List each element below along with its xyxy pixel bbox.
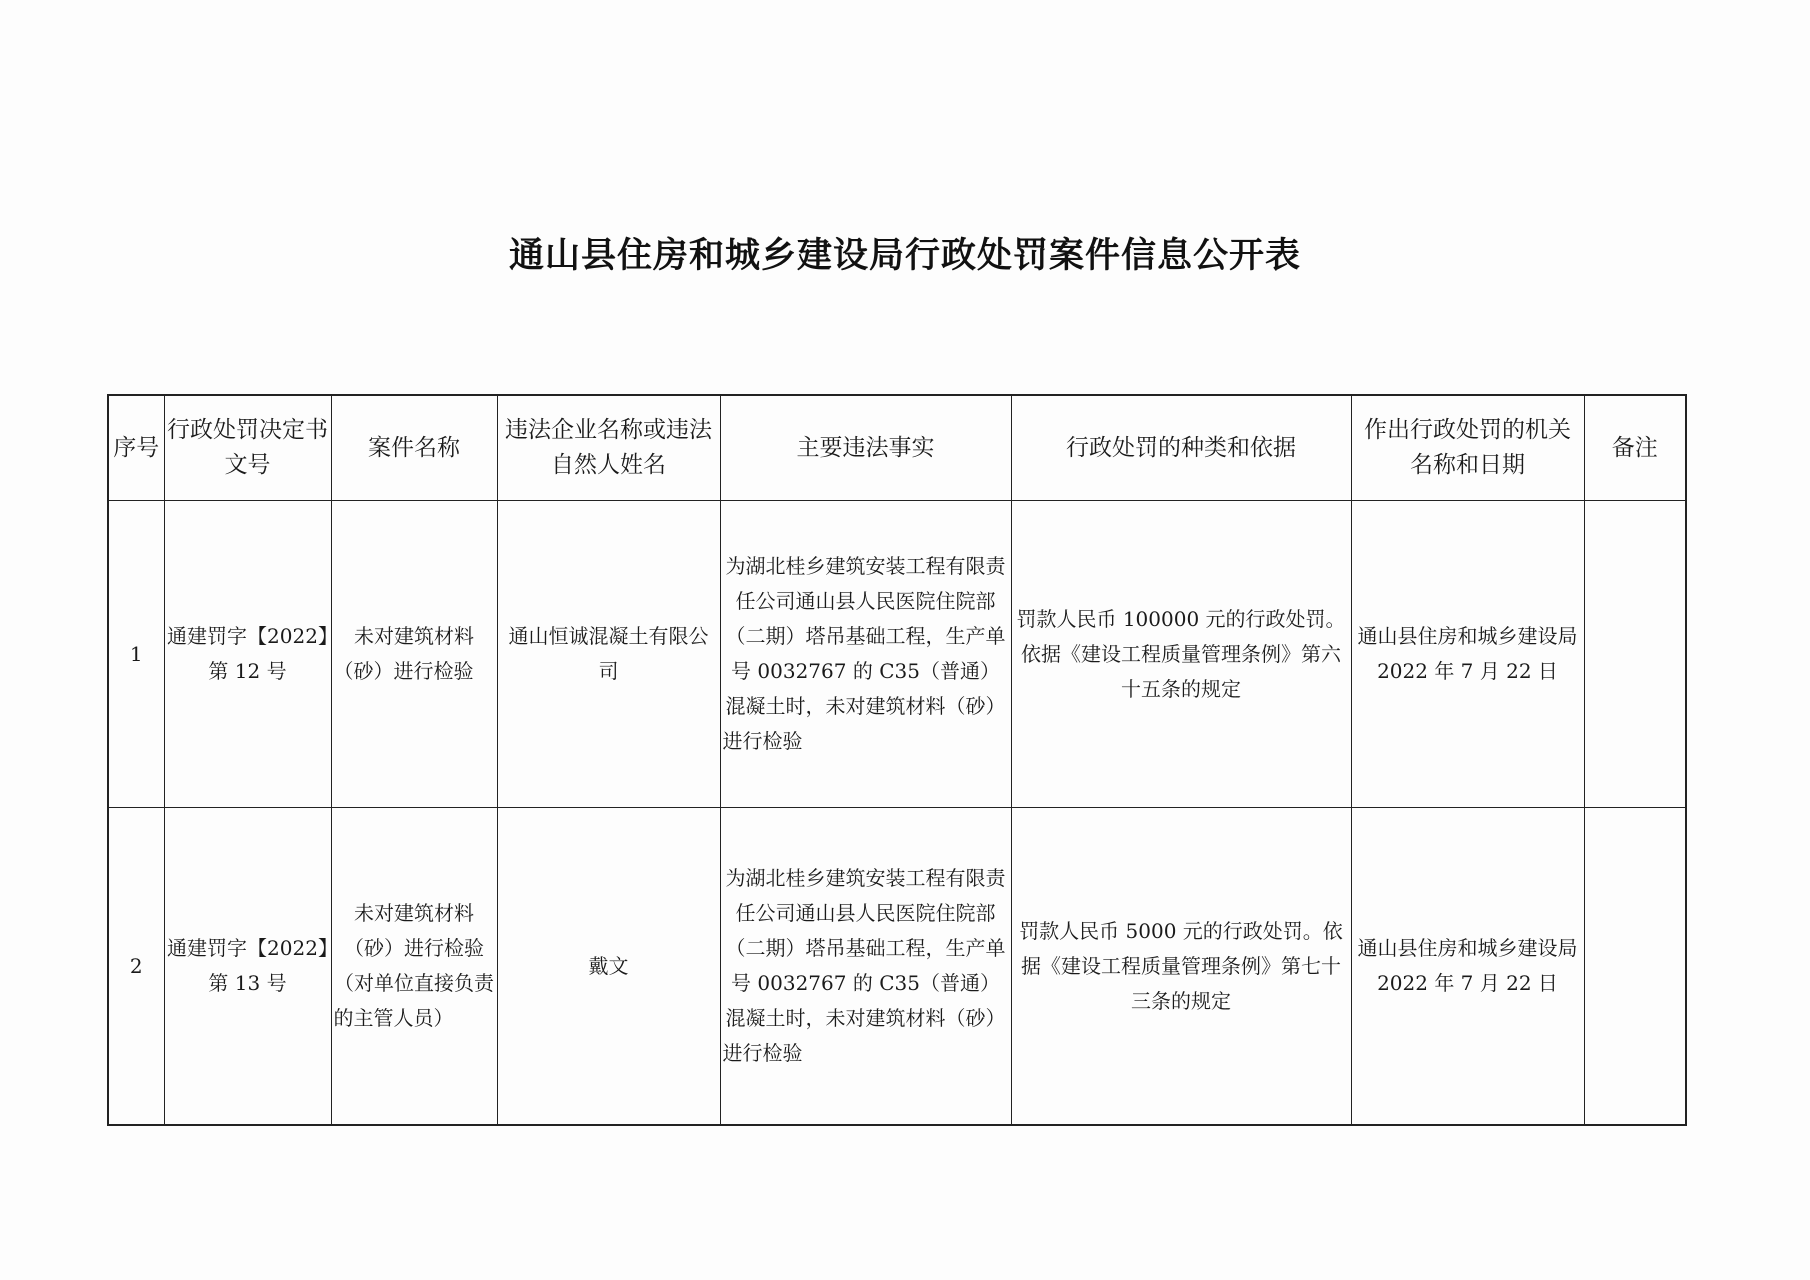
header-case-name: 案件名称 <box>331 395 497 501</box>
table-row <box>108 501 1686 808</box>
header-violator: 违法企业名称或违法自然人姓名 <box>497 395 720 501</box>
penalty-cases-table <box>107 394 1687 1126</box>
header-authority: 作出行政处罚的机关名称和日期 <box>1351 395 1584 501</box>
cell-doc-no: 通建罚字【2022】第 12 号 <box>164 501 331 808</box>
header-seq: 序号 <box>108 395 164 501</box>
cell-doc-no: 通建罚字【2022】第 13 号 <box>164 808 331 1126</box>
table-row <box>108 808 1686 1126</box>
header-facts: 主要违法事实 <box>720 395 1011 501</box>
document-title: 通山县住房和城乡建设局行政处罚案件信息公开表 <box>508 236 1301 276</box>
cell-seq: 2 <box>108 808 164 1126</box>
cell-facts: 为湖北桂乡建筑安装工程有限责任公司通山县人民医院住院部（二期）塔吊基础工程，生产单号 0032767 的 C35（普通）混凝土时，未对建筑材料（砂）进行检验 <box>720 501 1011 808</box>
header-remarks: 备注 <box>1584 395 1686 501</box>
header-doc-no: 行政处罚决定书文号 <box>164 395 331 501</box>
cell-remarks <box>1584 808 1686 1126</box>
cell-violator: 通山恒诚混凝土有限公司 <box>497 501 720 808</box>
cell-facts: 为湖北桂乡建筑安装工程有限责任公司通山县人民医院住院部（二期）塔吊基础工程，生产单号 0032767 的 C35（普通）混凝土时，未对建筑材料（砂）进行检验 <box>720 808 1011 1126</box>
cell-penalty: 罚款人民币 5000 元的行政处罚。依据《建设工程质量管理条例》第七十三条的规定 <box>1011 808 1351 1126</box>
cell-seq: 1 <box>108 501 164 808</box>
cell-case-name: 未对建筑材料（砂）进行检验（对单位直接负责的主管人员） <box>331 808 497 1126</box>
cell-remarks <box>1584 501 1686 808</box>
cell-penalty: 罚款人民币 100000 元的行政处罚。依据《建设工程质量管理条例》第六十五条的规定 <box>1011 501 1351 808</box>
table-header-row <box>108 395 1686 501</box>
cell-case-name: 未对建筑材料（砂）进行检验 <box>331 501 497 808</box>
header-penalty: 行政处罚的种类和依据 <box>1011 395 1351 501</box>
cell-violator: 戴文 <box>497 808 720 1126</box>
cell-authority: 通山县住房和城乡建设局 2022 年 7 月 22 日 <box>1351 808 1584 1126</box>
cell-authority: 通山县住房和城乡建设局 2022 年 7 月 22 日 <box>1351 501 1584 808</box>
